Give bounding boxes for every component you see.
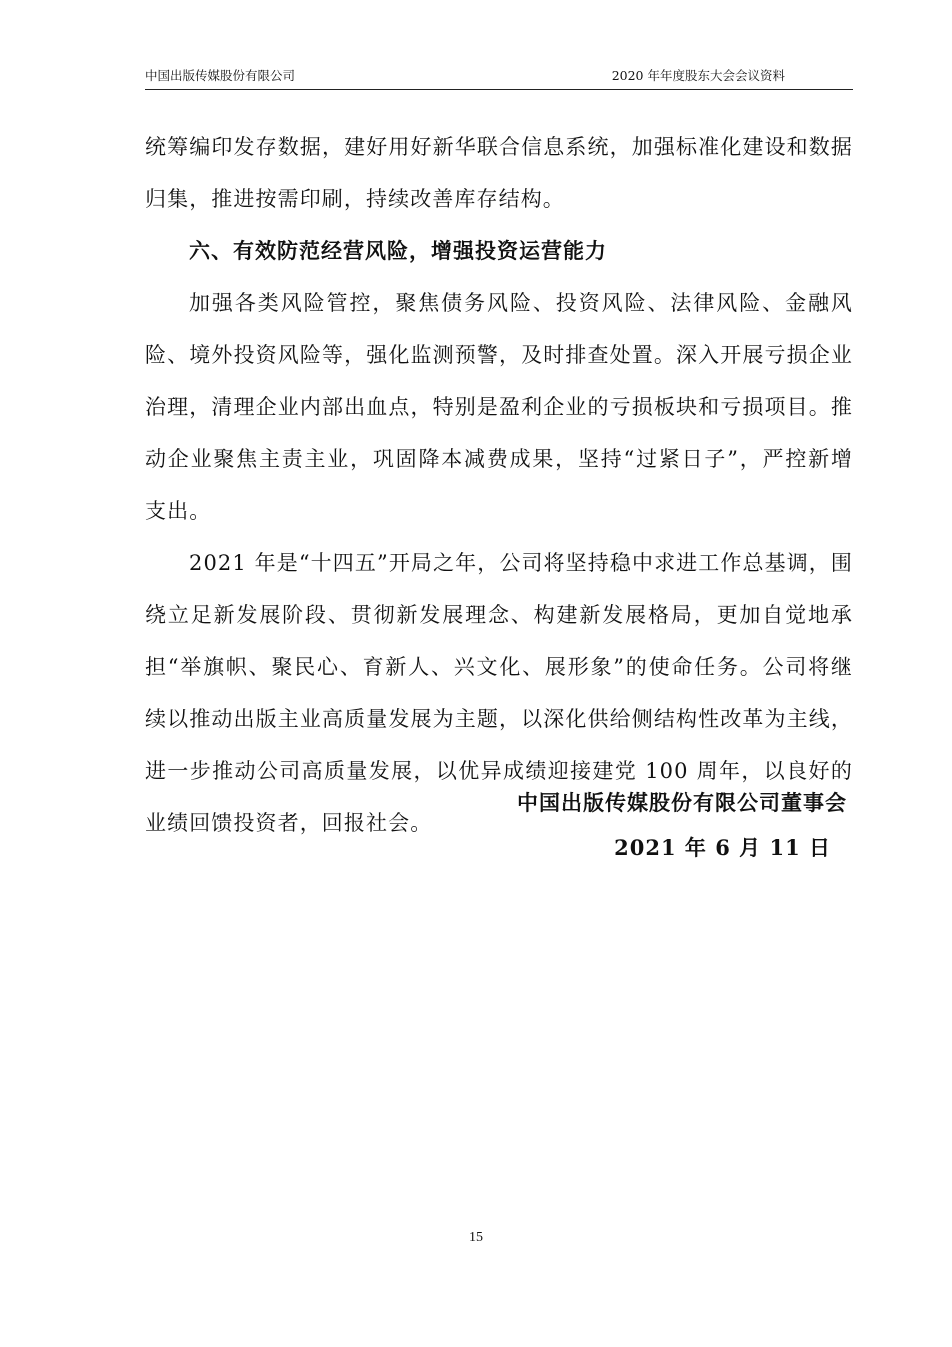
document-body (145, 121, 853, 849)
page-number: 15 (469, 1230, 483, 1245)
header-company: 中国出版传媒股份有限公司 (145, 68, 296, 83)
paragraph-continuation: 统筹编印发存数据，建好用好新华联合信息系统，加强标准化建设和数据归集，推进按需印刷，持续改善库存结构。 (145, 135, 853, 211)
header-doc-title: 2020 年年度股东大会会议资料 (611, 68, 785, 83)
page-header (145, 65, 853, 90)
signature-date: 2021 年 6 月 11 日 (614, 835, 831, 860)
paragraph-outlook: 2021 年是“十四五”开局之年，公司将坚持稳中求进工作总基调，围绕立足新发展阶段、贯彻新发展理念、构建新发展格局，更加自觉地承担“举旗帜、聚民心、育新人、兴文化、展形象”的使命任务。公司将继续以推动出版主业高质量发展为主题，以深化供给侧结构性改革为主线，进一步推动公司高质量发展，以优异成绩迎接建党 100 周年，以良好的业绩回馈投资者，回报社会。 (145, 551, 853, 835)
section-heading: 六、有效防范经营风险，增强投资运营能力 (189, 239, 607, 263)
signature-organization: 中国出版传媒股份有限公司董事会 (517, 791, 847, 815)
paragraph-risk: 加强各类风险管控，聚焦债务风险、投资风险、法律风险、金融风险、境外投资风险等，强化监测预警，及时排查处置。深入开展亏损企业治理，清理企业内部出血点，特别是盈利企业的亏损板块和亏损项目。推动企业聚焦主责主业，巩固降本减费成果，坚持“过紧日子”，严控新增支出。 (145, 291, 853, 523)
